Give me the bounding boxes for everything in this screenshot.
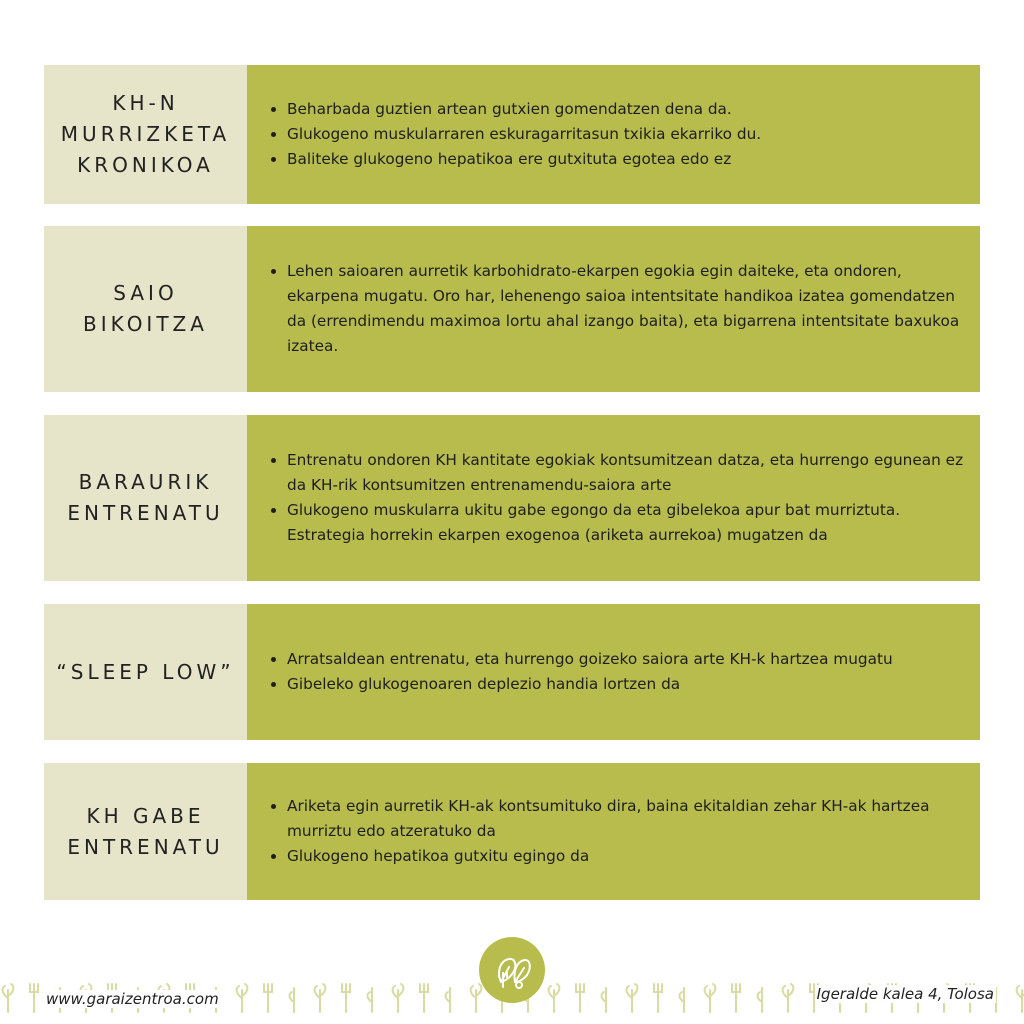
bullet-item: Ariketa egin aurretik KH-ak kontsumituko dira, baina ekitaldian zehar KH-ak hartzea murriztu edo atzeratuko da	[287, 794, 972, 844]
bullet-item: Baliteke glukogeno hepatikoa ere gutxituta egotea edo ez	[287, 147, 761, 172]
bullet-item: Entrenatu ondoren KH kantitate egokiak kontsumitzean datza, eta hurrengo egunean ez da KH-rik kontsumitzen entrenamendu-saiora arte	[287, 448, 972, 498]
sprout-icon	[420, 984, 428, 1012]
strategy-description	[247, 65, 980, 204]
strategy-row	[44, 604, 980, 740]
sprout-icon	[705, 984, 716, 1012]
sprout-icon	[3, 984, 14, 1012]
strategy-description	[247, 226, 980, 392]
bullet-item: Gibeleko glukogenoaren deplezio handia lortzen da	[287, 672, 893, 697]
address-text: Igeralde kalea 4, Tolosa	[816, 985, 994, 1003]
label-line: BARAURIK	[78, 470, 213, 494]
sprout-icon	[758, 988, 762, 1012]
sprout-icon	[783, 984, 794, 1012]
label-line: BIKOITZA	[83, 312, 208, 336]
strategy-label	[44, 604, 247, 740]
sprout-icon	[368, 988, 372, 1012]
sprout-icon	[732, 984, 740, 1012]
sprout-icon	[627, 984, 638, 1012]
sprout-icon	[602, 988, 606, 1012]
bullet-item: Glukogeno muskularraren eskuragarritasun txikia ekarriko du.	[287, 122, 761, 147]
strategy-description	[247, 763, 980, 900]
strategy-row	[44, 763, 980, 900]
sprout-icon	[654, 984, 662, 1012]
label-line: ENTRENATU	[67, 501, 224, 525]
strategy-description	[247, 415, 980, 581]
bullet-item: Glukogeno hepatikoa gutxitu egingo da	[287, 844, 972, 869]
garai-leaf-logo-icon	[479, 937, 545, 1003]
sprout-icon	[315, 984, 326, 1012]
label-line: MURRIZKETA	[60, 122, 231, 146]
strategy-description	[247, 604, 980, 740]
sprout-icon	[264, 984, 272, 1012]
bullet-item: Arratsaldean entrenatu, eta hurrengo goizeko saiora arte KH-k hartzea mugatu	[287, 647, 893, 672]
bullet-item: Glukogeno muskularra ukitu gabe egongo da eta gibelekoa apur bat murriztuta. Estrategia horrekin ekarpen exogenoa (ariketa aurrekoa) mugatzen da	[287, 498, 972, 548]
sprout-icon	[237, 984, 248, 1012]
strategy-label	[44, 763, 247, 900]
strategy-row	[44, 65, 980, 204]
sprout-icon	[576, 984, 584, 1012]
sprout-icon	[549, 984, 560, 1012]
strategy-label	[44, 226, 247, 392]
label-line: KRONIKOA	[77, 153, 214, 177]
bullet-item: Lehen saioaren aurretik karbohidrato-ekarpen egokia egin daiteke, eta ondoren, ekarpena mugatu. Oro har, lehenengo saioa intentsitate handikoa izatea gomendatzen da (errendimendu maximoa lortu ahal izango baita), eta bigarrena intentsitate baxukoa izatea.	[287, 259, 972, 359]
strategy-row	[44, 226, 980, 392]
label-line: KH GABE	[86, 803, 205, 828]
bullet-item: Beharbada guztien artean gutxien gomendatzen dena da.	[287, 97, 761, 122]
sprout-icon	[290, 988, 294, 1012]
label-line: KH-N	[112, 91, 179, 115]
label-line: SAIO	[113, 281, 178, 305]
strategy-row	[44, 415, 980, 581]
sprout-icon	[446, 988, 450, 1012]
sprout-icon	[680, 988, 684, 1012]
strategy-label	[44, 65, 247, 204]
label-line: “SLEEP LOW”	[56, 659, 235, 684]
website-link[interactable]: www.garaizentroa.com	[46, 990, 219, 1008]
strategy-label	[44, 415, 247, 581]
label-line: ENTRENATU	[67, 834, 224, 859]
sprout-icon	[342, 984, 350, 1012]
sprout-icon	[1017, 984, 1024, 1012]
sprout-icon	[393, 984, 404, 1012]
sprout-icon	[30, 984, 38, 1012]
